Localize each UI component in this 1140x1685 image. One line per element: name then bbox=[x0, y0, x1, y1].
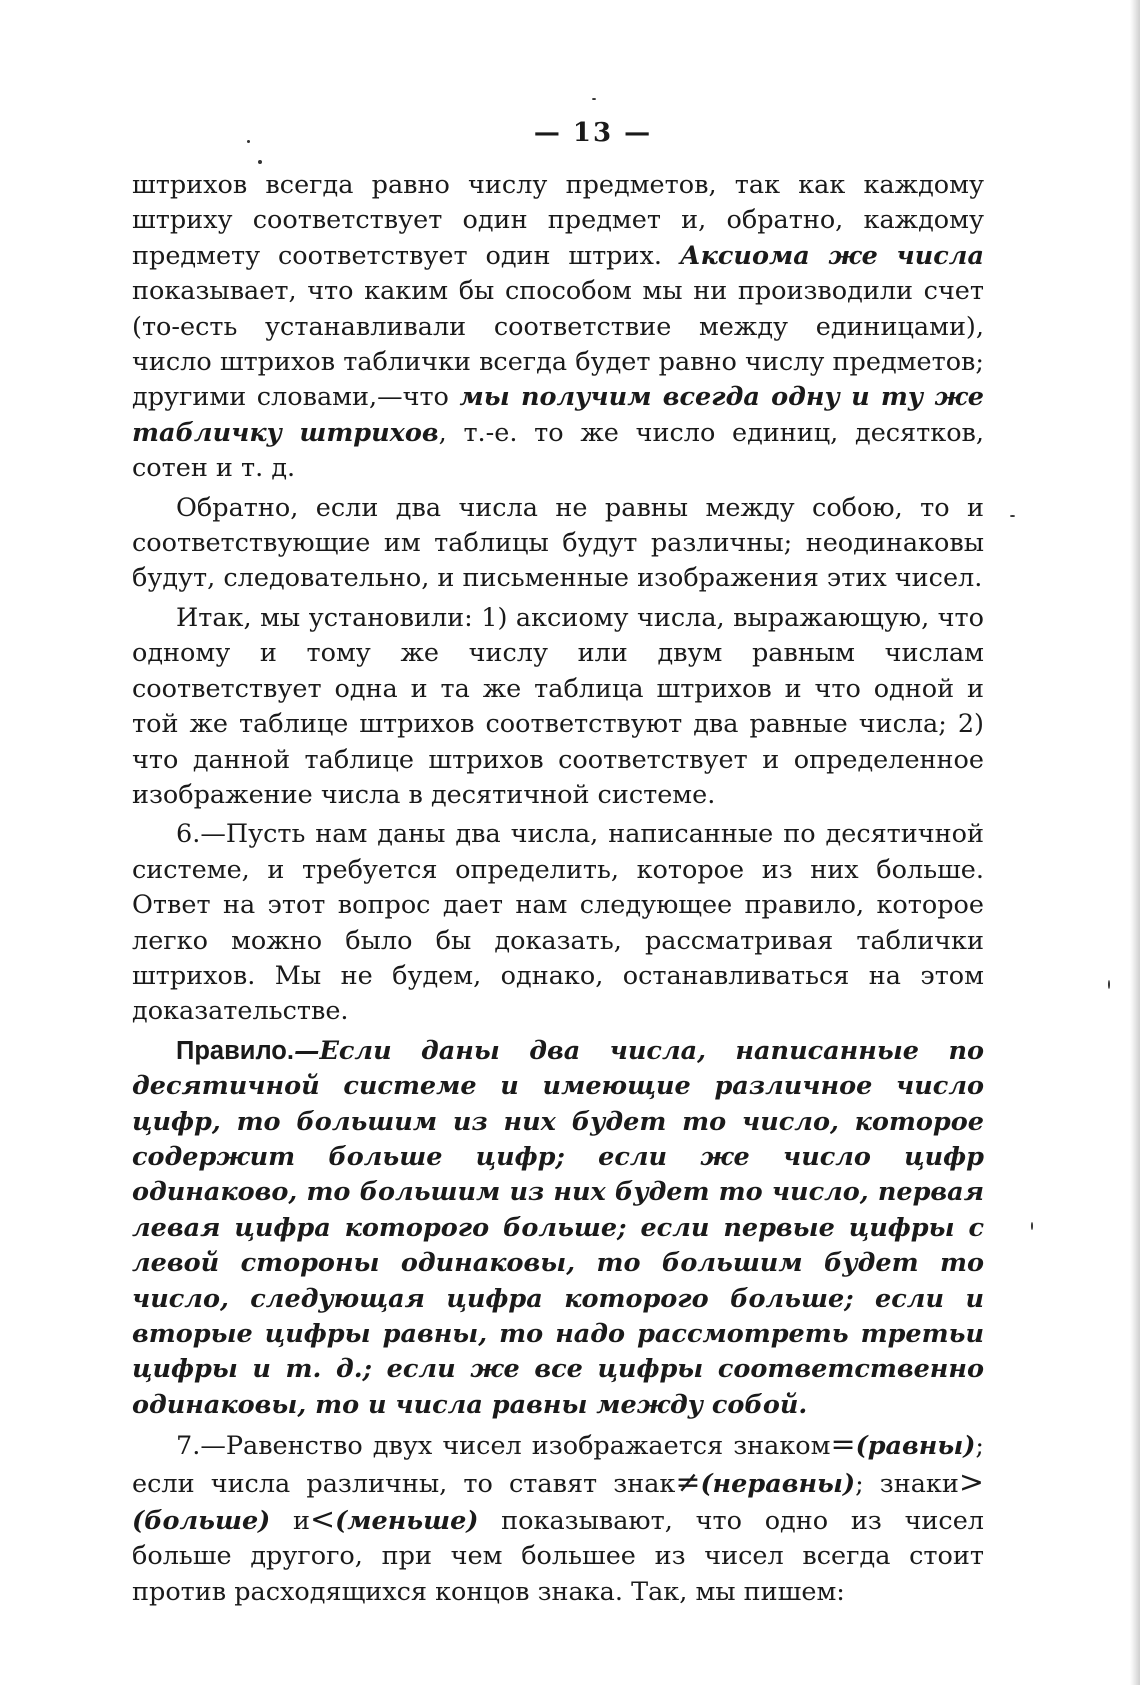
axiom-term: Аксиома же числа bbox=[679, 240, 984, 271]
paragraph-converse: Обратно, если два числа не равны между собою, то и соответствующие им таблицы будут различны; неодинаковы будут, следовательно, и письменные изображения этих чисел. bbox=[132, 492, 984, 594]
greater-than-sign: > bbox=[958, 1464, 984, 1500]
not-equal-sign: ≠ bbox=[675, 1464, 701, 1500]
print-speck bbox=[1108, 980, 1110, 989]
rule-text: —Если даны два числа, написанные по десятичной системе и имеющие различное число цифр, то большим из них будет то число, которое содержит больше цифр; если же число цифр одинаково, то большим из них будет то число, первая левая цифра которого больше; если первые цифры с левой стороны одинаковы, то большим будет то число, следующая цифра которого больше; если и вторые цифры равны, то надо рассмотреть третьи цифры и т. д.; если же все цифры соответственно одинаковы, то и числа равны между собой. bbox=[132, 1035, 984, 1420]
print-speck bbox=[247, 140, 250, 143]
print-speck bbox=[1010, 515, 1015, 517]
paragraph-section-6: 6.—Пусть нам даны два числа, написанные по десятичной системе, и требуется определить, которое из них больше. Ответ на этот вопрос дает нам следующее правило, которое легко можно было бы доказать, рассматривая таблички штрихов. Мы не будем, однако, останавливаться на этом доказательстве. bbox=[132, 819, 984, 1027]
print-speck bbox=[258, 160, 262, 164]
rule-title: Правило. bbox=[176, 1036, 294, 1065]
print-speck bbox=[1031, 1222, 1033, 1230]
page-number: — 13 — bbox=[533, 118, 653, 148]
rule-paragraph bbox=[132, 1034, 984, 1423]
print-speck bbox=[592, 98, 596, 100]
paragraph-summary: Итак, мы установили: 1) аксиому числа, выражающую, что одному и тому же числу или двум равным числам соответствует одна и та же таблица штрихов и что одной и той же таблице штрихов соответствуют два равные числа; 2) что данной таблице штрихов соответствует и определенное изображение числа в десятичной системе. bbox=[132, 602, 984, 810]
page-text bbox=[132, 168, 984, 1614]
paragraph-continuation: штрихов всегда равно числу предметов, так как каждому штриху соответствует один предмет и, обратно, каждому предмету соответствует один штрих. Аксиома же числа показывает, что каким бы способом мы ни производили счет (то-есть устанавливали соответствие между единицами), число штрихов таблички всегда будет равно числу предметов; другими словами,—что мы получим всегда одну и ту же табличку штрихов, т.-е. то же число единиц, десятков, сотен и т. д. bbox=[132, 170, 985, 484]
equals-sign: = bbox=[830, 1427, 856, 1463]
page-edge bbox=[1130, 0, 1140, 1685]
paragraph-section-7: 7.—Равенство двух чисел изображается знаком=(равны); если числа различны, то ставят знак≠(неравны); знаки>(больше) и<(меньше) показывают, что одно из чисел больше другого, при чем большее из чисел всегда стоит против расходящихся концов знака. Так, мы пишем: bbox=[132, 1427, 984, 1607]
emphasis-same-table: мы получим всегда одну и ту же табличку штрихов bbox=[132, 382, 984, 448]
less-than-sign: < bbox=[310, 1502, 336, 1538]
